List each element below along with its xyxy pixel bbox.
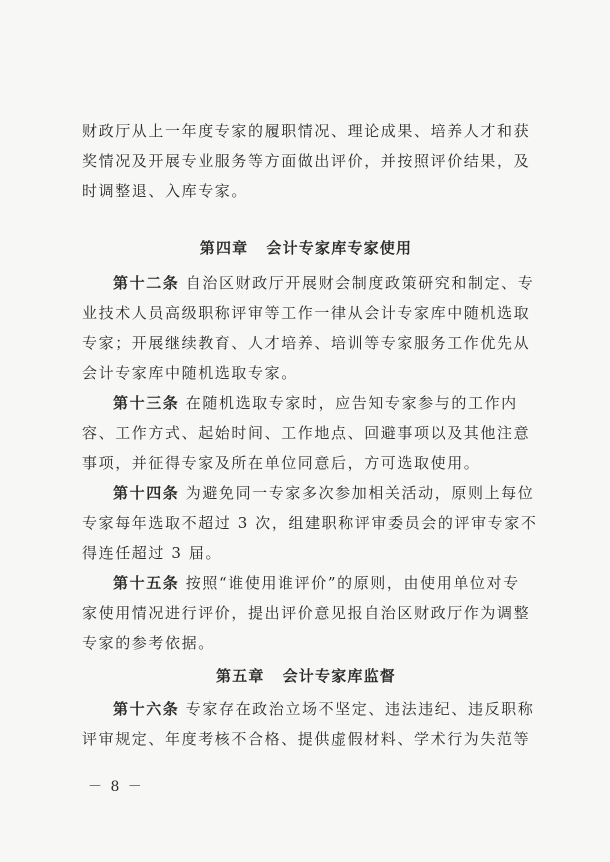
text-line: 得连任超过 3 届。 [82,544,223,562]
article-16-line [82,694,535,724]
text-line: 会计专家库中随机选取专家。 [82,364,298,382]
chapter-number: 第四章 [199,239,249,257]
article-13-line [82,388,530,418]
article-label: 第十六条 [113,700,180,718]
page-body [82,116,538,754]
text-line: 专家；开展继续教育、人才培养、培训等专家服务工作优先从 [82,334,531,352]
text-line: 时调整退、入库专家。 [82,182,249,200]
text-line: 专家每年选取不超过 3 次，组建职称评审委员会的评审专家不 [82,514,538,532]
article-12-line [82,268,535,298]
article-14-line [82,478,535,508]
text-line: 容、工作方式、起始时间、工作地点、回避事项以及其他注意 [82,424,531,442]
chapter-5-heading [82,658,530,694]
article-label: 第十四条 [113,484,180,502]
article-text: 在随机选取专家时，应告知专家参与的工作内 [179,394,518,412]
text-line: 家使用情况进行评价，提出评价意见报自治区财政厅作为调整 [82,604,531,622]
text-line: 专家的参考依据。 [82,634,215,652]
text-line: 财政厅从上一年度专家的履职情况、理论成果、培养人才和获 [82,122,531,140]
article-text: 为避免同一专家多次参加相关活动，原则上每位 [179,484,535,502]
article-label: 第十五条 [113,574,180,592]
article-text: 按照“谁使用谁评价”的原则，由使用单位对专 [179,574,520,592]
text-line: 奖情况及开展专业服务等方面做出评价，并按照评价结果，及 [82,152,531,170]
article-text: 自治区财政厅开展财会制度政策研究和制定、专 [179,274,535,292]
chapter-number: 第五章 [215,667,265,685]
chapter-4-heading [82,228,530,268]
article-label: 第十二条 [113,274,180,292]
text-line: 事项，并征得专家及所在单位同意后，方可选取使用。 [82,454,481,472]
article-label: 第十三条 [113,394,180,412]
article-15-line [82,568,530,598]
chapter-title: 会计专家库监督 [282,667,396,685]
article-text: 专家存在政治立场不坚定、违法违纪、违反职称 [179,700,535,718]
chapter-title: 会计专家库专家使用 [266,239,413,257]
text-line: 评审规定、年度考核不合格、提供虚假材料、学术行为失范等 [82,730,531,748]
text-line: 业技术人员高级职称评审等工作一律从会计专家库中随机选取 [82,304,531,322]
page-number: － 8 － [88,779,144,795]
